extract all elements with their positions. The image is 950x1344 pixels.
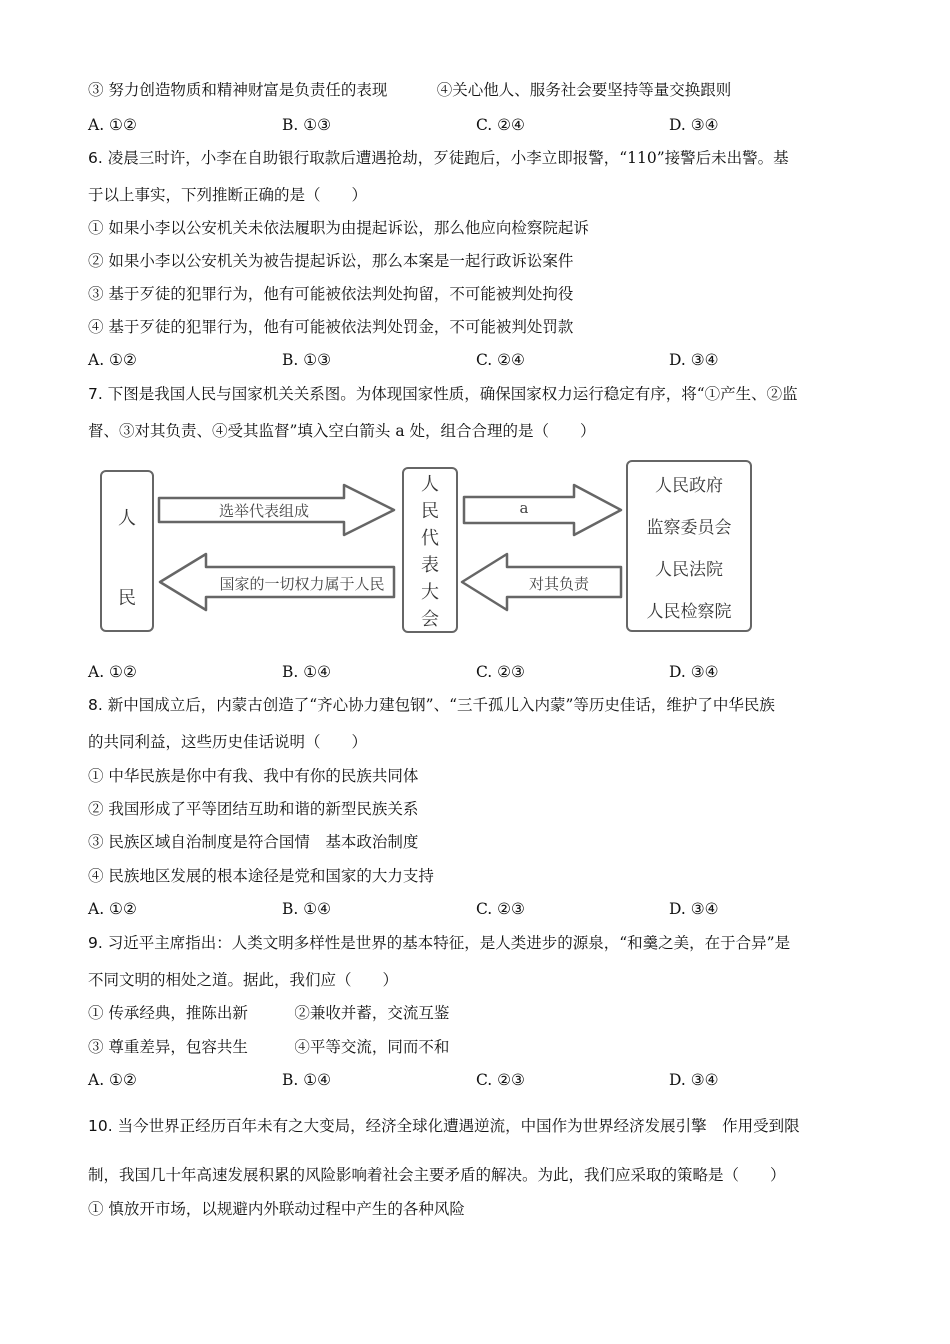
npc-char-1: 人 [421, 473, 439, 495]
q6-stem-line1 [88, 148, 789, 168]
q9-stem-line1 [88, 933, 790, 953]
organ-supervision: 监察委员会 [646, 517, 732, 538]
q8-stem-line1 [88, 695, 775, 715]
q6-item-1: ① 如果小李以公安机关未依法履职为由提起诉讼，那么他应向检察院起诉 [88, 219, 589, 237]
q6-item-2: ② 如果小李以公安机关为被告提起诉讼，那么本案是一起行政诉讼案件 [88, 252, 574, 270]
q8-stem-line2: 的共同利益，这些历史佳话说明（ ） [88, 733, 368, 751]
q6-option-b: B. ①③ [282, 351, 332, 369]
q5-option-b: B. ①③ [282, 116, 332, 134]
q7-stem1: 下图是我国人民与国家机关关系图。为体现国家性质，确保国家权力运行稳定有序，将“①产生、②监 [102, 385, 798, 403]
q9-item-1-2: ① 传承经典，推陈出新 ②兼收并蓄，交流互鉴 [88, 1004, 450, 1022]
npc-char-3: 代 [421, 527, 439, 549]
q7-option-d: D. ③④ [669, 663, 719, 681]
q9-option-b: B. ①④ [282, 1071, 332, 1089]
q9-item-3-4: ③ 尊重差异，包容共生 ④平等交流，同而不和 [88, 1038, 450, 1056]
q7-stem-line2: 督、③对其负责、④受其监督”填入空白箭头 a 处，组合合理的是（ ） [88, 422, 596, 440]
q8-option-d: D. ③④ [669, 900, 719, 918]
q9-stem1: 习近平主席指出：人类文明多样性是世界的基本特征，是人类进步的源泉，“和羹之美，在于合异”是 [102, 934, 791, 952]
npc-char-6: 会 [421, 608, 439, 630]
q9-option-c: C. ②③ [476, 1071, 525, 1089]
label-power-belongs-people: 国家的一切权力属于人民 [219, 575, 385, 593]
q6-item-3: ③ 基于歹徒的犯罪行为，他有可能被依法判处拘留，不可能被判处拘役 [88, 285, 574, 303]
npc-label [404, 469, 456, 631]
label-responsible-to-it: 对其负责 [528, 575, 589, 593]
q6-option-d: D. ③④ [669, 351, 719, 369]
organ-procuratorate: 人民检察院 [646, 601, 732, 622]
q8-item-2: ② 我国形成了平等团结互助和谐的新型民族关系 [88, 800, 419, 818]
people-char-2: 民 [118, 588, 136, 609]
q10-stem-line1 [88, 1116, 800, 1136]
q7-stem-line1 [88, 384, 798, 404]
npc-char-4: 表 [421, 554, 439, 576]
q6-stem1: 凌晨三时许，小李在自助银行取款后遭遇抢劫，歹徒跑后，小李立即报警，“110”接警后未出警。基 [102, 149, 789, 167]
q7-option-a: A. ①② [88, 663, 137, 681]
people-state-organs-diagram [94, 455, 754, 633]
q10-stem-line2: 制，我国几十年高速发展积累的风险影响着社会主要矛盾的解决。为此，我们应采取的策略是（ ） [88, 1166, 786, 1184]
q9-option-a: A. ①② [88, 1071, 137, 1089]
npc-box [402, 467, 458, 633]
q8-option-c: C. ②③ [476, 900, 525, 918]
q10-stem1: 当今世界正经历百年未有之大变局，经济全球化遭遇逆流，中国作为世界经济发展引擎 作用受到限 [112, 1117, 800, 1135]
q8-item-1: ① 中华民族是你中有我、我中有你的民族共同体 [88, 767, 419, 785]
q8-option-b: B. ①④ [282, 900, 332, 918]
organ-court: 人民法院 [655, 559, 723, 580]
q8-option-a: A. ①② [88, 900, 137, 918]
q7-option-b: B. ①④ [282, 663, 332, 681]
label-elect-deputies: 选举代表组成 [218, 502, 309, 520]
q6-option-a: A. ①② [88, 351, 137, 369]
label-a: a [519, 499, 529, 517]
q9-option-d: D. ③④ [669, 1071, 719, 1089]
npc-char-5: 大 [421, 581, 439, 603]
people-char-1: 人 [118, 508, 136, 529]
q8-item-3: ③ 民族区域自治制度是符合国情 基本政治制度 [88, 833, 419, 851]
q5-option-a: A. ①② [88, 116, 137, 134]
q8-number: 8. [88, 696, 103, 714]
state-organs-box [626, 460, 752, 632]
organ-government: 人民政府 [655, 475, 723, 496]
q5-option-d: D. ③④ [669, 116, 719, 134]
q5-item-3-4: ③ 努力创造物质和精神财富是负责任的表现 ④关心他人、服务社会要坚持等量交换跟则 [88, 81, 732, 99]
q6-option-c: C. ②④ [476, 351, 525, 369]
q7-option-c: C. ②③ [476, 663, 525, 681]
people-box [100, 470, 154, 632]
q9-number: 9. [88, 934, 103, 952]
q8-stem1: 新中国成立后，内蒙古创造了“齐心协力建包钢”、“三千孤儿入内蒙”等历史佳话，维护了中华民族 [102, 696, 775, 714]
state-organs-list [628, 462, 750, 630]
npc-char-2: 民 [421, 500, 439, 522]
q6-number: 6. [88, 149, 103, 167]
q10-item-1: ① 慎放开市场，以规避内外联动过程中产生的各种风险 [88, 1200, 465, 1218]
q7-number: 7. [88, 385, 103, 403]
q6-stem-line2: 于以上事实，下列推断正确的是（ ） [88, 186, 368, 204]
q9-stem-line2: 不同文明的相处之道。据此，我们应（ ） [88, 971, 399, 989]
q5-option-c: C. ②④ [476, 116, 525, 134]
q10-number: 10. [88, 1117, 113, 1135]
q6-item-4: ④ 基于歹徒的犯罪行为，他有可能被依法判处罚金，不可能被判处罚款 [88, 318, 574, 336]
q8-item-4: ④ 民族地区发展的根本途径是党和国家的大力支持 [88, 867, 434, 885]
